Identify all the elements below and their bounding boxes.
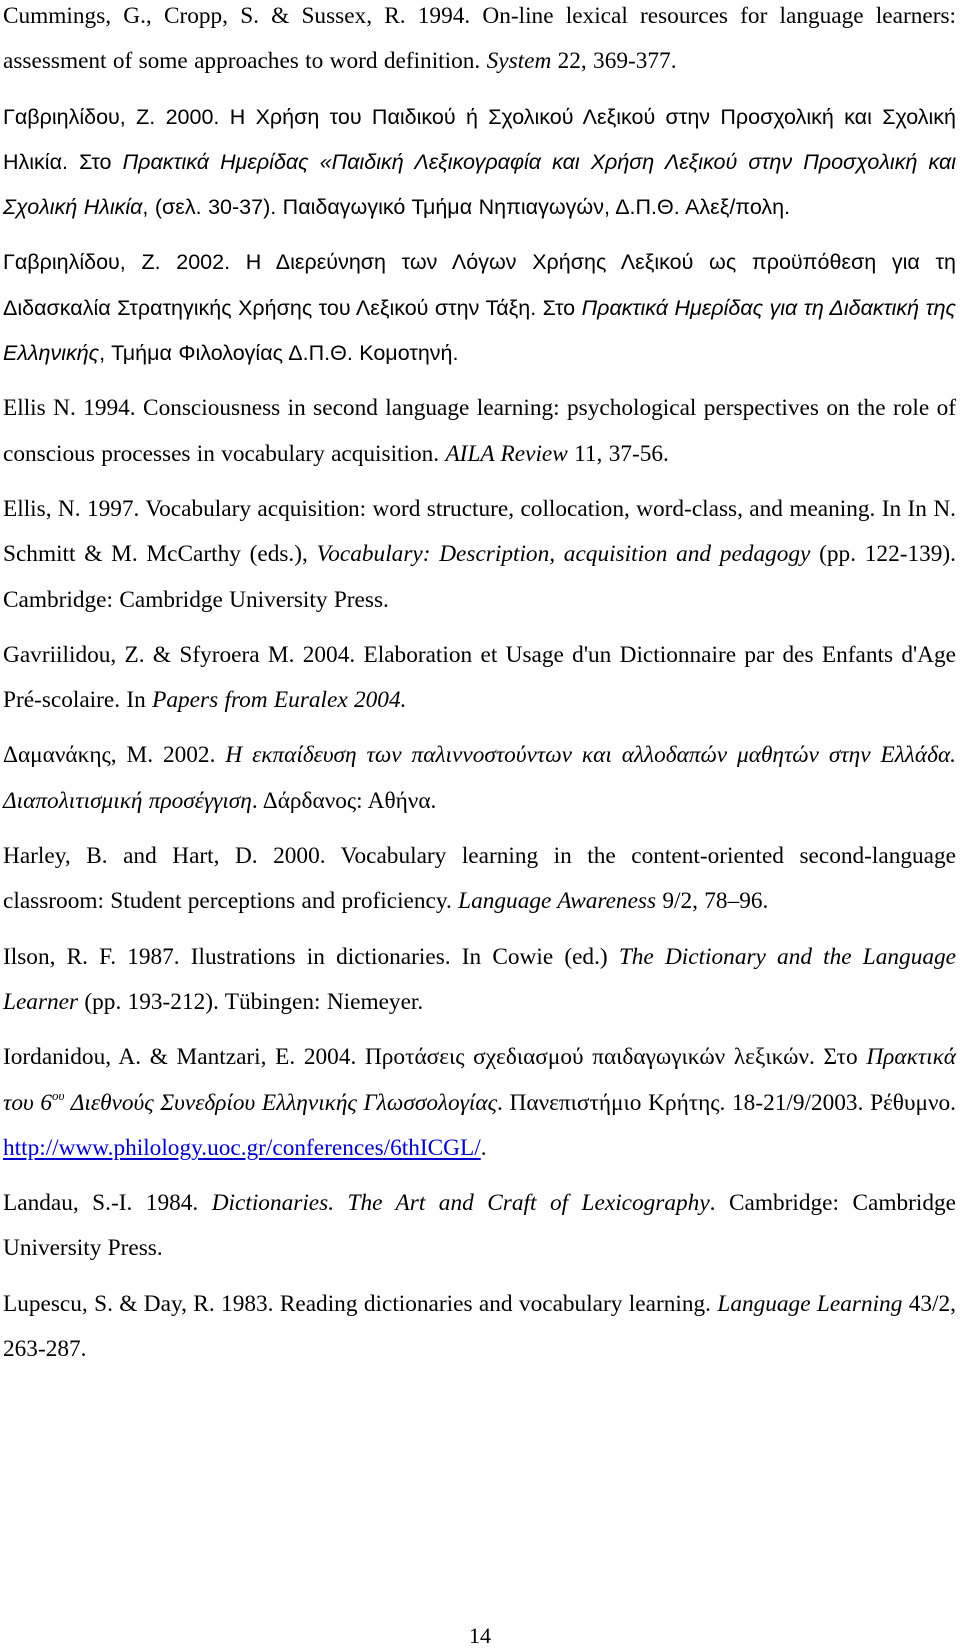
reference-text: (pp. 122-139). Cambridge: Cambridge University Press. <box>3 541 957 613</box>
reference-text: . Πανεπιστήμιο Κρήτης. 18-21/9/2003. Ρέθυμνο. <box>497 1089 956 1116</box>
reference-text: Iordanidou, A. & Mantzari, E. 2004. Προτάσεις σχεδιασμού παιδαγωγικών λεξικών. Στο <box>3 1044 867 1071</box>
reference-entry-landau-1984 <box>3 1181 956 1272</box>
reference-text: 43/2, 263-287. <box>3 1290 956 1363</box>
reference-title-italic: Πρακτικά του 6 <box>3 1044 956 1116</box>
reference-title-italic: Language Awareness <box>458 888 657 915</box>
reference-entry-ellis-1994 <box>3 386 956 477</box>
ordinal-superscript: ου <box>52 1087 65 1103</box>
reference-entry-gavriilidou-sfyroera-2004 <box>3 633 956 724</box>
reference-text: Harley, B. and Hart, D. 2000. Vocabulary learning in the content-oriented second-language classroom: Student perceptions and proficiency. <box>3 843 956 915</box>
reference-title-italic: Διεθνούς Συνεδρίου Ελληνικής Γλωσσολογίας <box>64 1089 498 1116</box>
reference-list <box>3 0 956 1382</box>
reference-text: Ellis N. 1994. Consciousness in second language learning: psychological perspectives on the role of conscious processes in vocabulary acquisition. <box>3 395 956 467</box>
reference-title-italic: AILA Review <box>445 440 568 467</box>
reference-text-greek: , Τμήμα Φιλολογίας Δ.Π.Θ. Κομοτηνή. <box>99 341 459 366</box>
reference-text: Ilson, R. F. 1987. Ilustrations in dictionaries. In Cowie (ed.) <box>3 943 619 970</box>
reference-entry-cummings-1994 <box>3 0 956 85</box>
reference-text: 11, 37-56. <box>567 440 669 467</box>
reference-entry-lupescu-day-1983 <box>3 1282 956 1373</box>
reference-text: Cummings, G., Cropp, S. & Sussex, R. 1994. On-line lexical resources for language learners: assessment of some approaches to word definition. <box>3 3 956 75</box>
reference-entry-iordanidou-mantzari-2004 <box>3 1035 956 1171</box>
reference-entry-gavriilidou-2002 <box>3 240 956 376</box>
reference-title-italic: Papers from Euralex 2004. <box>152 687 407 714</box>
reference-text: . Cambridge: Cambridge University Press. <box>3 1190 956 1262</box>
reference-text: (pp. 193-212). Tübingen: Niemeyer. <box>78 988 424 1015</box>
reference-text: 9/2, 78–96. <box>656 888 769 915</box>
reference-title-italic-greek: Πρακτικά Ημερίδας «Παιδική Λεξικογραφία και Χρήση Λεξικού στην Προσχολική και Σχολική Ηλικία <box>3 149 956 220</box>
reference-text-greek: Γαβριηλίδου, Ζ. 2000. Η Χρήση του Παιδικού ή Σχολικού Λεξικού στην Προσχολική και Σχολική Ηλικία. Στο <box>3 104 956 174</box>
reference-text: Δαμανάκης, Μ. 2002. <box>3 742 226 769</box>
reference-title-italic: The Dictionary and the Language Learner <box>3 943 956 1015</box>
reference-entry-harley-hart-2000 <box>3 834 956 925</box>
reference-text: Lupescu, S. & Day, R. 1983. Reading dictionaries and vocabulary learning. <box>3 1290 718 1317</box>
reference-url-link[interactable]: http://www.philology.uoc.gr/conferences/6thICGL/ <box>3 1134 481 1161</box>
reference-entry-ilson-1987 <box>3 935 956 1026</box>
reference-title-italic: Language Learning <box>717 1290 903 1317</box>
reference-title-italic: Vocabulary: Description, acquisition and pedagogy <box>316 541 811 568</box>
reference-text-greek: , (σελ. 30-37). Παιδαγωγικό Τμήμα Νηπιαγωγών, Δ.Π.Θ. Αλεξ/πολη. <box>142 195 791 220</box>
reference-text: Ellis, N. 1997. Vocabulary acquisition: word structure, collocation, word-class, and meaning. In In N. Schmitt & M. McCarthy (eds.), <box>3 495 956 568</box>
reference-title-italic: System <box>486 48 552 75</box>
reference-title-italic-greek: Πρακτικά Ημερίδας για τη Διδακτική της Ελληνικής <box>3 295 956 366</box>
reference-text: Landau, S.-I. 1984. <box>3 1190 212 1217</box>
reference-text: 22, 369-377. <box>551 48 677 75</box>
reference-title-italic: Dictionaries. The Art and Craft of Lexicography <box>211 1190 710 1217</box>
reference-text: . <box>480 1134 487 1161</box>
reference-entry-damanakis-2002 <box>3 733 956 824</box>
page-number: 14 <box>469 1623 491 1648</box>
reference-title-italic: Η εκπαίδευση των παλιννοστούντων και αλλοδαπών μαθητών στην Ελλάδα. Διαπολιτισμική προσέγγιση <box>3 742 956 814</box>
reference-entry-gavriilidou-2000 <box>3 95 956 231</box>
reference-text: Gavriilidou, Z. & Sfyroera M. 2004. Elaboration et Usage d'un Dictionnaire par des Enfants d'Age Pré-scolaire. In <box>3 641 956 714</box>
reference-text: . Δάρδανος: Αθήνα. <box>251 787 437 814</box>
reference-text-greek: Γαβριηλίδου, Ζ. 2002. Η Διερεύνηση των Λόγων Χρήσης Λεξικού ως προϋπόθεση για τη Διδασκαλία Στρατηγικής Χρήσης του Λεξικού στην Τάξη. Στο <box>3 250 956 320</box>
reference-entry-ellis-1997 <box>3 487 956 623</box>
